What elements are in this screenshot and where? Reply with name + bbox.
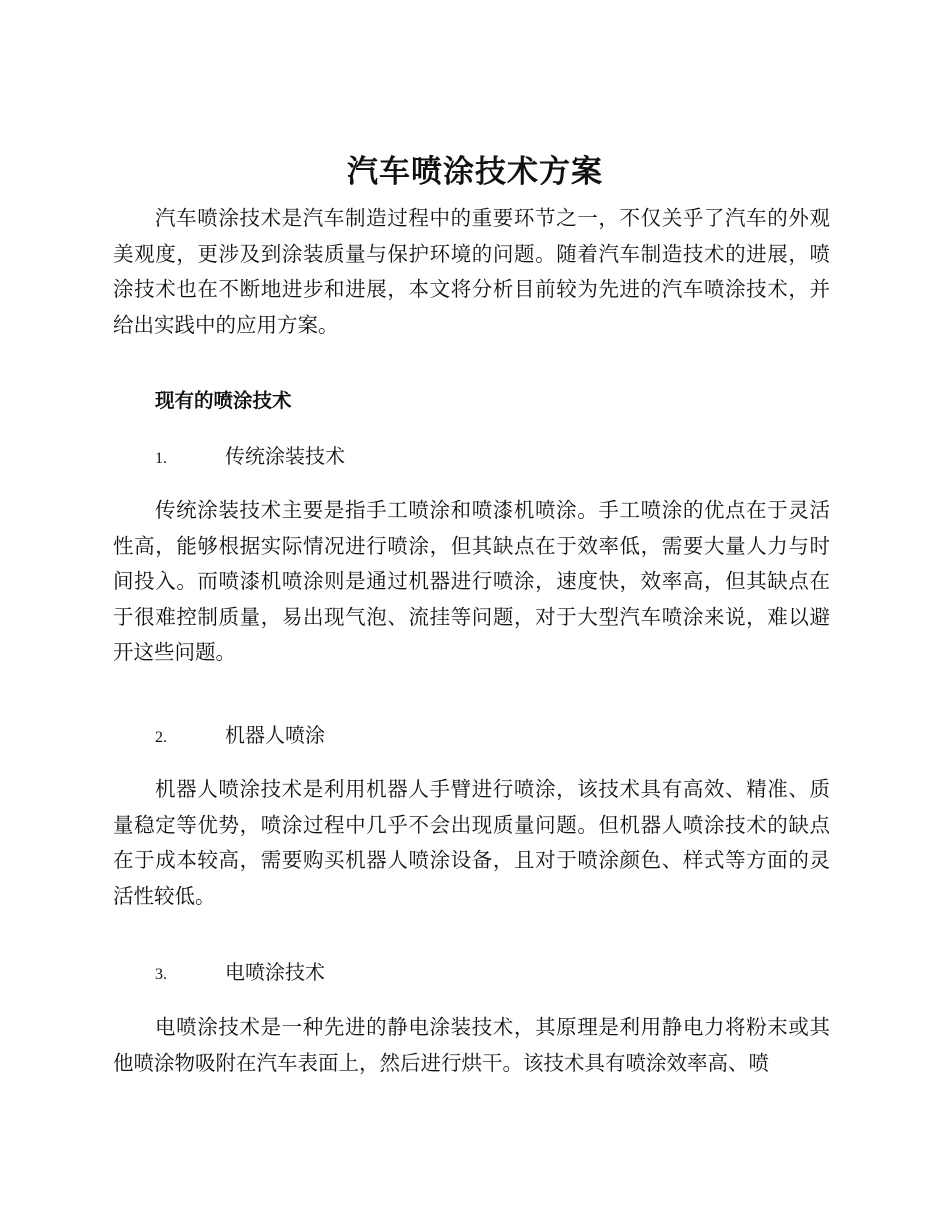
list-item-label: 电喷涂技术: [225, 960, 325, 984]
list-item-label: 传统涂装技术: [225, 444, 345, 468]
list-item-number: 2.: [155, 729, 167, 746]
list-item-electrostatic-spraying: [155, 956, 325, 988]
section-heading: 现有的喷涂技术: [155, 389, 292, 412]
electrostatic-spraying-paragraph: 电喷涂技术是一种先进的静电涂装技术，其原理是利用静电力将粉末或其他喷涂物吸附在汽车表面上，然后进行烘干。该技术具有喷涂效率高、喷: [113, 1015, 830, 1075]
intro-paragraph: 汽车喷涂技术是汽车制造过程中的重要环节之一，不仅关乎了汽车的外观美观度，更涉及到涂装质量与保护环境的问题。随着汽车制造技术的进展，喷涂技术也在不断地进步和进展，本文将分析目前较为先进的汽车喷涂技术，并给出实践中的应用方案。: [113, 206, 830, 337]
list-item-label: 机器人喷涂: [225, 723, 325, 747]
document-title: 汽车喷涂技术方案: [347, 154, 603, 190]
robot-spraying-paragraph: 机器人喷涂技术是利用机器人手臂进行喷涂，该技术具有高效、精准、质量稳定等优势，喷涂过程中几乎不会出现质量问题。但机器人喷涂技术的缺点在于成本较高，需要购买机器人喷涂设备，且对于喷涂颜色、样式等方面的灵活性较低。: [113, 777, 830, 908]
traditional-coating-paragraph: 传统涂装技术主要是指手工喷涂和喷漆机喷涂。手工喷涂的优点在于灵活性高，能够根据实际情况进行喷涂，但其缺点在于效率低，需要大量人力与时间投入。而喷漆机喷涂则是通过机器进行喷涂，速度快，效率高，但其缺点在于很难控制质量，易出现气泡、流挂等问题，对于大型汽车喷涂来说，难以避开这些问题。: [113, 498, 830, 664]
list-item-number: 1.: [155, 450, 167, 467]
list-item-traditional-coating: [155, 440, 345, 472]
list-item-number: 3.: [155, 966, 167, 983]
list-item-robot-spraying: [155, 719, 325, 751]
